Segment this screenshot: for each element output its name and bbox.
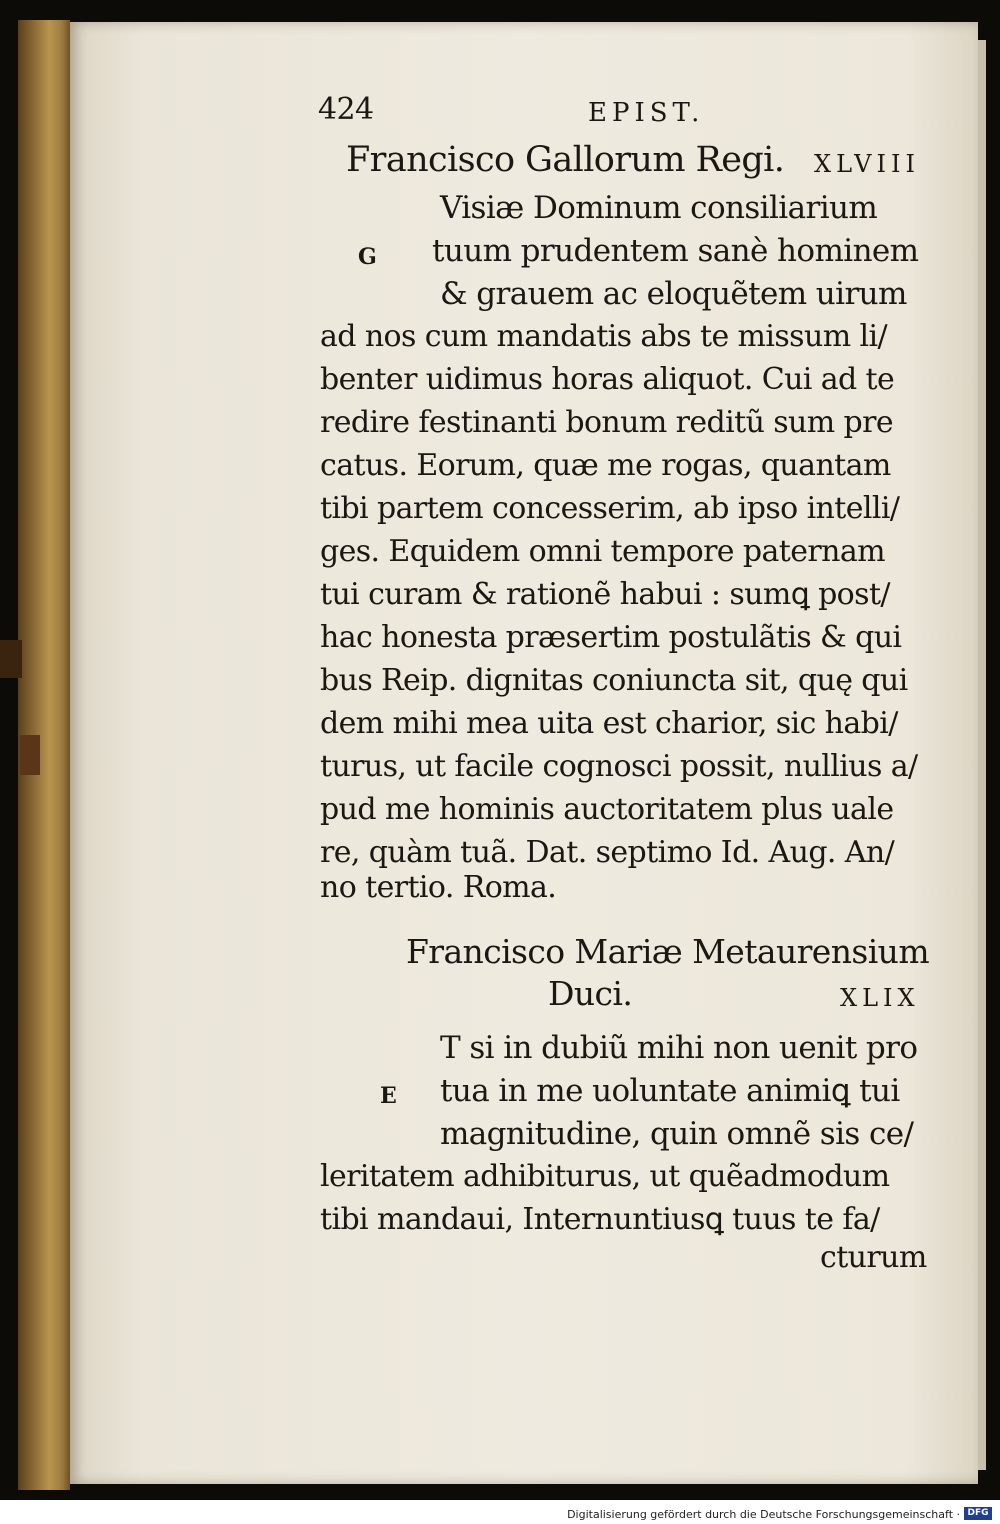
letter-heading: Duci. — [548, 974, 633, 1013]
text-line: hac honesta præsertim postulãtis & qui — [320, 620, 902, 655]
text-line: tuum prudentem sanè hominem — [432, 233, 919, 269]
text-line: tibi mandaui, Internuntiusꝗ tuus te fa/ — [320, 1202, 880, 1237]
bookmark-tab — [20, 735, 40, 775]
letter-numeral: XLVIII — [814, 150, 920, 178]
text-line: pud me hominis auctoritatem plus uale — [320, 792, 894, 827]
text-line: tui curam & rationẽ habui : sumꝗ post/ — [320, 577, 890, 612]
dfg-logo: DFG — [964, 1507, 992, 1520]
text-line: tua in me uoluntate animiꝗ tui — [440, 1073, 900, 1109]
page-number: 424 — [318, 92, 374, 127]
page-edge — [978, 40, 986, 1470]
text-line: re, quàm tuã. Dat. septimo Id. Aug. An/ — [320, 835, 895, 870]
text-line: turus, ut facile cognosci possit, nullius a/ — [320, 749, 918, 784]
text-line: no tertio. Roma. — [320, 870, 557, 905]
text-line: T si in dubiũ mihi non uenit pro — [440, 1030, 918, 1066]
text-line: leritatem adhibiturus, ut quẽadmodum — [320, 1159, 890, 1194]
letter-numeral: XLIX — [840, 984, 920, 1012]
text-line: benter uidimus horas aliquot. Cui ad te — [320, 362, 895, 397]
letter-heading: Francisco Gallorum Regi. — [346, 140, 785, 180]
running-title: EPIST. — [588, 98, 705, 128]
drop-initial: E — [380, 1083, 397, 1109]
text-line: ges. Equidem omni tempore paternam — [320, 534, 885, 569]
drop-initial: G — [358, 244, 377, 270]
bookmark-tab — [0, 640, 22, 678]
catchword: cturum — [820, 1240, 927, 1275]
text-line: bus Reip. dignitas coniuncta sit, quę qui — [320, 663, 908, 698]
text-line: tibi partem concesserim, ab ipso intelli/ — [320, 491, 900, 526]
text-line: ad nos cum mandatis abs te missum li/ — [320, 319, 887, 354]
text-line: Visiæ Dominum consiliarium — [440, 190, 878, 226]
text-line: redire festinanti bonum reditũ sum pre — [320, 405, 894, 440]
digitization-credit: Digitalisierung gefördert durch die Deutsche Forschungsgemeinschaft · — [567, 1508, 960, 1521]
letter-heading: Francisco Mariæ Metaurensium — [406, 932, 930, 971]
text-line: catus. Eorum, quæ me rogas, quantam — [320, 448, 891, 483]
text-line: dem mihi mea uita est charior, sic habi/ — [320, 706, 898, 741]
text-line: magnitudine, quin omnẽ sis ce/ — [440, 1116, 914, 1152]
text-line: & grauem ac eloquẽtem uirum — [440, 276, 907, 312]
